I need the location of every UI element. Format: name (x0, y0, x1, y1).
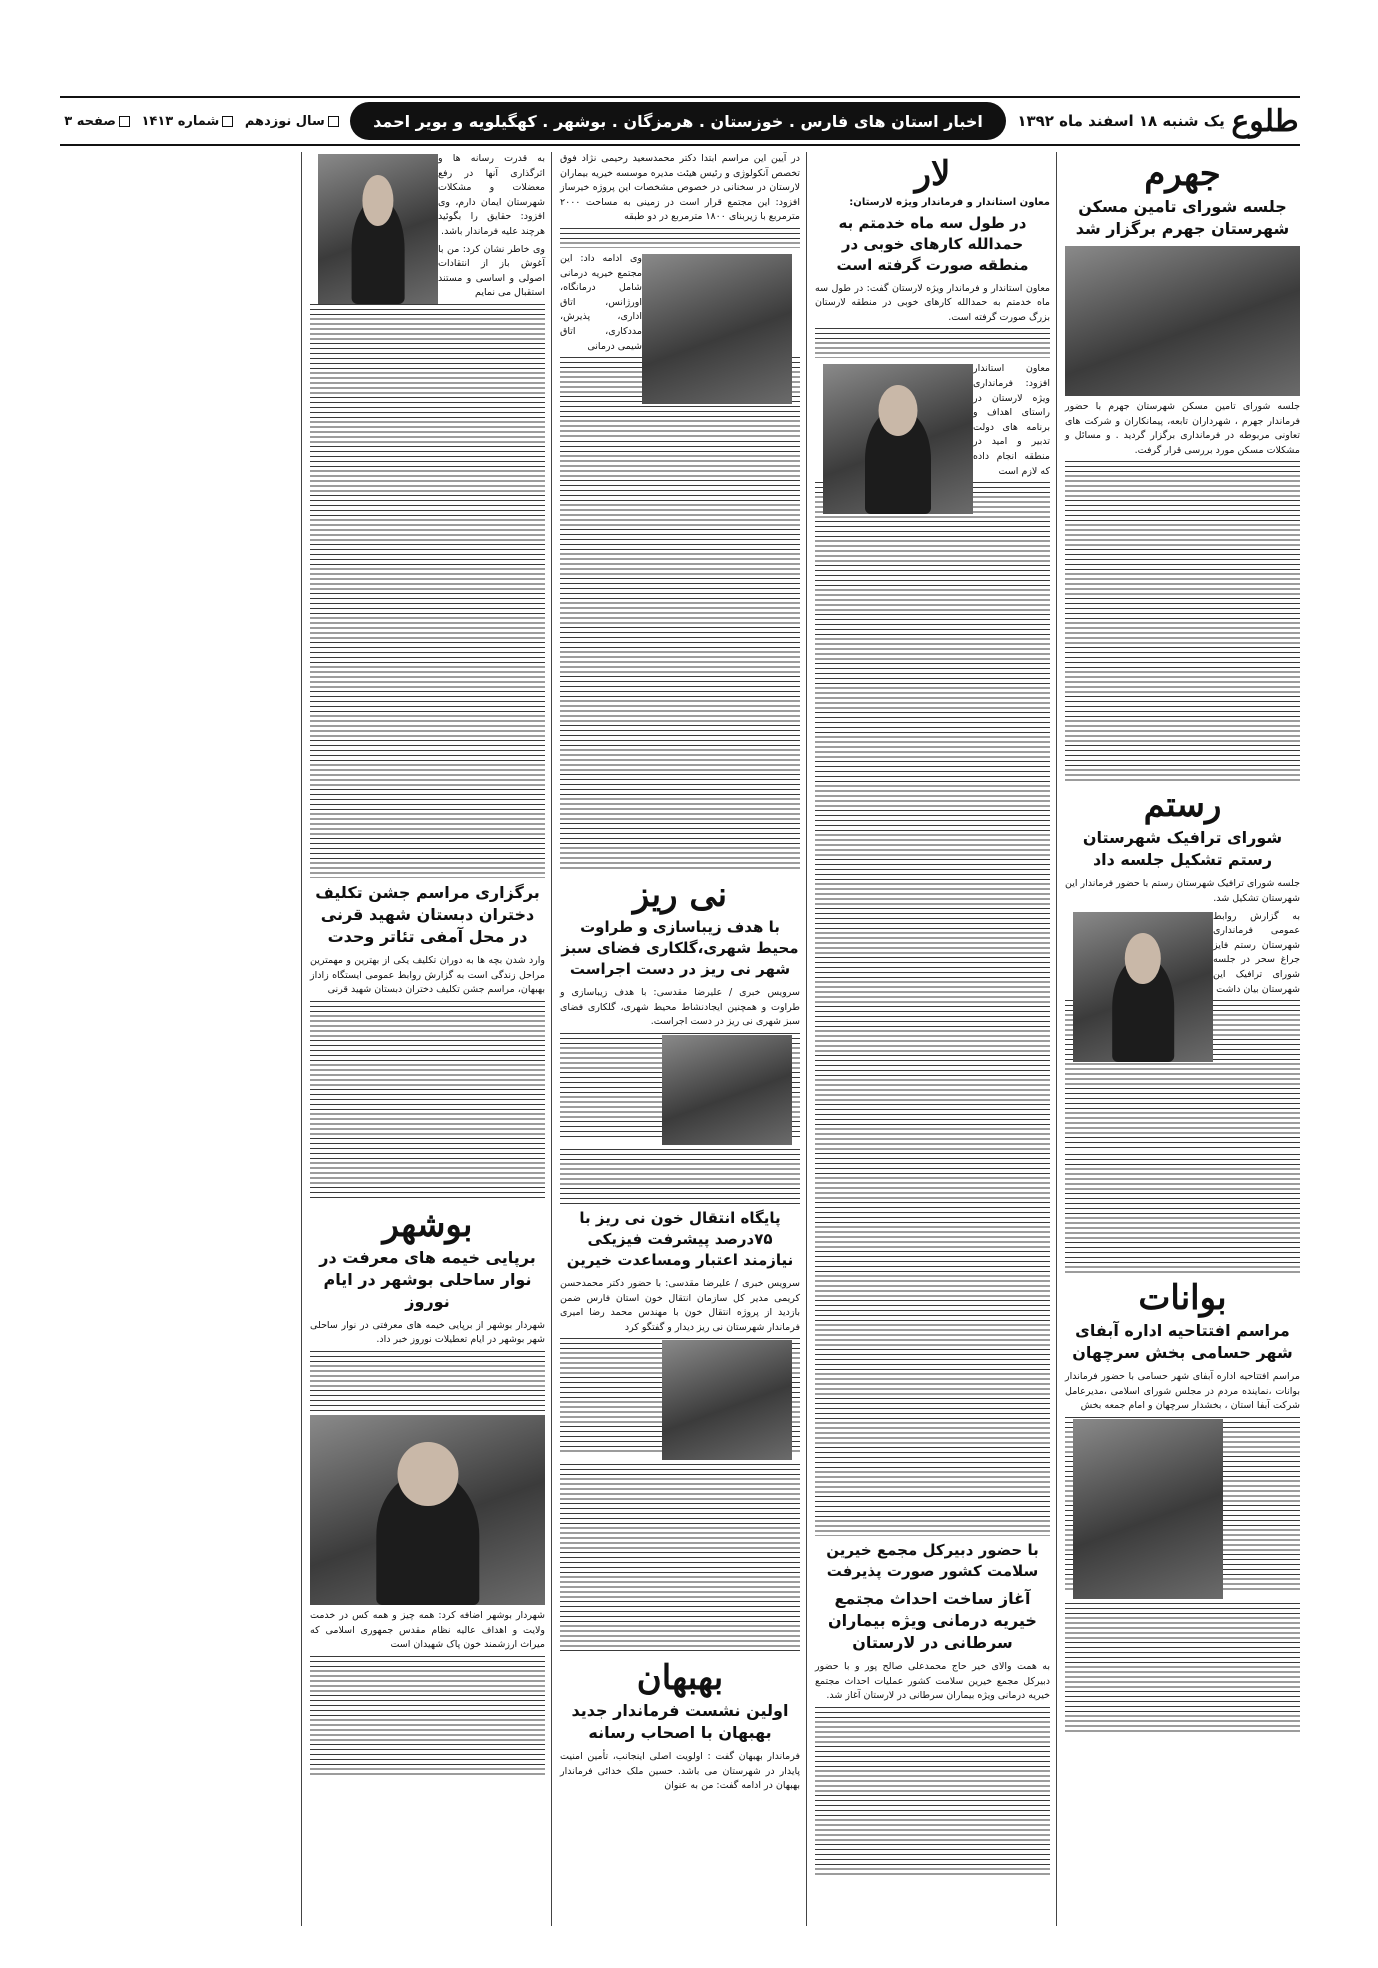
newspaper-logo: طلوع (1231, 103, 1299, 139)
article-text: به گزارش روابط عمومی فرمانداری شهرستان رستم فایز جراغ سحر در جلسه شورای ترافیک این شهرستان بیان داشت (1213, 910, 1300, 995)
groundbreaking-photo (642, 254, 792, 404)
city-kicker-lar: لار (914, 154, 951, 194)
article-body (560, 228, 800, 248)
masthead (60, 96, 1300, 146)
article-body (815, 328, 1050, 358)
article-text: در آیین این مراسم ابتدا دکتر محمدسعید رحیمی نژاد فوق تخصص آنکولوژی و رئیس هیئت مدیره موسسه خیریه بیماران لارستان در سخنانی در خصوص مشخصات این پروژه خیرساز افزود: این مجتمع قرار است در زمینی به مساحت ۲۰۰۰ مترمربع با زیربنای ۱۸۰۰ مترمربع در دو طبقه (560, 153, 800, 223)
section-banner: اخبار استان های فارس . خوزستان . هرمزگان . بوشهر . کهگیلویه و بویر احمد (350, 102, 1006, 140)
headline-bavanat-water: مراسم افتتاحیه اداره آبفای شهر حسامی بخش سرچهان (1072, 1321, 1293, 1363)
article-text: مراسم افتتاحیه اداره آبفای شهر حسامی با حضور فرماندار بوانات ،نماینده مردم در مجلس شورای اسلامی ،مدیرعامل شرکت آبفا استان ، بخشدار سرچهان و امام جمعه بخش (1065, 1371, 1300, 1412)
article-text: سرویس خبری / علیرضا مقدسی: با حضور دکتر محمدحسن کریمی مدیر کل سازمان انتقال خون استان فارس ضمن بازدید از پروژه انتقال خون با مهندس محمد رضا امیری فرماندار شهرستان نی ریز دیدار و گفتگو کرد (560, 1277, 800, 1333)
page-number: صفحه ۳ (64, 113, 116, 129)
article-body (560, 1149, 800, 1204)
city-kicker-neyriz: نی ریز (632, 875, 728, 916)
article-text: سرویس خبری / علیرضا مقدسی: با هدف زیباسازی و طراوت و همچنین ایجادنشاط محیط شهری، گلکاری فضای سبز شهری نی ریز در دست اجراست. (560, 987, 800, 1028)
article-body (310, 1001, 545, 1201)
newspaper-page (60, 96, 1300, 1926)
article-body (560, 441, 800, 871)
deputy-governor-photo (823, 364, 973, 514)
column-neyriz (560, 152, 800, 1797)
headline-behbahan-governor: اولین نشست فرماندار جدید بهبهان با اصحاب رسانه (571, 1701, 789, 1743)
headline-lar-governor: در طول سه ماه خدمتم به حمدالله کارهای خوبی در منطقه صورت گرفته است (836, 213, 1029, 274)
city-kicker-rostam: رستم (1143, 785, 1222, 826)
column-rule (1056, 152, 1057, 1926)
headline-jahrom-housing: جلسه شورای تامین مسکن شهرستان جهرم برگزار شد (1075, 197, 1290, 238)
article-body (1065, 461, 1300, 781)
headline-taklif-ceremony: برگزاری مراسم جشن تکلیف دختران دبستان شهید قرنی در محل آمفی تئاتر وحدت (315, 882, 540, 946)
article-body (815, 1707, 1050, 1877)
headline-neyriz-greenery: با هدف زیباسازی و طراوت محیط شهری،گلکاری فضای سبز شهر نی ریز در دست اجراست (561, 918, 799, 979)
article-text: معاون استاندار افزود: فرمانداری ویژه لارستان در راستای اهداف و برنامه های دولت تدبیر و امید در منطقه انجام داده که لازم است (973, 363, 1050, 477)
city-kicker-jahrom: جهرم (1144, 154, 1221, 194)
meeting-photo (1065, 246, 1300, 396)
headline-cancer-center: آغاز ساخت احداث مجتمع خیریه درمانی ویژه بیماران سرطانی در لارستان (828, 1589, 1037, 1653)
article-text: به قدرت رسانه ها و اثرگذاری آنها در رفع معضلات و مشکلات شهرستان ایمان دارم، وی افزود: حقایق را بگوئید هرچند علیه فرماندار باشد. (438, 153, 545, 237)
column-rule (301, 152, 302, 1926)
flowerbed-photo (662, 1035, 792, 1145)
headline-charity-subtitle: با حضور دبیرکل مجمع خیرین سلامت کشور صورت پذیرفت (826, 1541, 1039, 1581)
article-body (310, 1351, 545, 1411)
article-text: جلسه شورای ترافیک شهرستان رستم با حضور فرماندار این شهرستان تشکیل شد. (1064, 878, 1300, 904)
article-body (310, 1656, 545, 1776)
article-text: شهردار بوشهر اضافه کرد: همه چیز و همه کس در خدمت ولایت و اهداف عالیه نظام مقدس جمهوری اسلامی که میراث ارزشمند خون پاک شهیدان است (310, 1609, 545, 1651)
article-body (310, 304, 545, 354)
article-text: وارد شدن بچه ها به دوران تکلیف یکی از بهترین و مهمترین مراحل زندگی است به گزارش روابط عمومی ایستگاه زاداز بهبهان، مراسم جشن تکلیف دختران دبستان شهید قرنی (310, 954, 545, 996)
column-behbahan-bushehr (310, 152, 545, 1780)
issue-date: یک شنبه ۱۸ اسفند ماه ۱۳۹۲ (1017, 112, 1225, 130)
city-kicker-bushehr: بوشهر (382, 1204, 473, 1245)
column-lar (815, 152, 1050, 1881)
article-text: وی ادامه داد: این مجتمع خیریه درمانی شامل درمانگاه، اورژانس، اتاق اداری، پذیرش، مددکاری، اتاق شیمی درمانی (560, 252, 642, 352)
article-text: معاون استاندار و فرماندار ویژه لارستان گفت: در طول سه ماه خدمتم به حمدالله کارهای خوبی در منطقه لارستان بزرگ صورت گرفته است. (815, 282, 1050, 323)
article-body (560, 1464, 800, 1654)
headline-bushehr-tents: برپایی خیمه های معرفت در نوار ساحلی بوشهر در ایام نوروز (319, 1247, 536, 1311)
article-body (1065, 1154, 1300, 1274)
city-kicker-bavanat: بوانات (1138, 1278, 1227, 1319)
headline-blood-transfusion: پایگاه انتقال خون نی ریز با ۷۵درصد پیشرفت فیزیکی نیازمند اعتبار ومساعدت خیرین (566, 1208, 794, 1269)
article-body (310, 358, 545, 878)
headline-rostam-traffic: شورای ترافیک شهرستان رستم تشکیل جلسه داد (1082, 828, 1283, 870)
officials-meeting-photo (662, 1340, 792, 1460)
volume-year: سال نوزدهم (244, 113, 325, 129)
article-text: وی خاطر نشان کرد: من با آغوش باز از انتقادات اصولی و اساسی و مستند استقبال می نمایم (438, 243, 545, 299)
column-jahrom-rostam-bavanat (1065, 152, 1300, 1737)
article-body (1065, 1603, 1300, 1733)
issue-meta (60, 98, 346, 144)
governor-portrait (1073, 912, 1213, 1062)
bushehr-mayor-portrait (310, 1415, 545, 1605)
city-kicker-behbahan: بهبهان (636, 1658, 724, 1699)
article-text: جلسه شورای تامین مسکن شهرستان جهرم با حضور فرماندار جهرم ، شهرداران تابعه، پیمانکاران و شرکت های تعاونی مربوطه در فرمانداری برگزار گردید . و مسائل و مشکلات مسکن مورد بررسی قرار گرفت. (1065, 401, 1300, 456)
column-rule (806, 152, 807, 1926)
issue-number: شماره ۱۴۱۳ (141, 113, 220, 129)
column-rule (551, 152, 552, 1926)
article-text: شهردار بوشهر از برپایی خیمه های معرفتی در نوار ساحلی شهر بوشهر در ایام تعطیلات نوروز خبر داد. (310, 1319, 545, 1346)
kicker-subtitle: معاون استاندار و فرماندار ویژه لارستان: (849, 197, 1050, 208)
article-body (815, 526, 1050, 1536)
behbahan-governor-portrait (318, 154, 438, 304)
article-text: به همت والای خیر حاج محمدعلی صالح پور و با حضور دبیرکل مجمع خیرین سلامت کشور عملیات احداث مجتمع خیریه درمانی ویژه بیماران سرطانی در لارستان آغاز شد. (815, 1661, 1050, 1702)
ceremony-photo (1073, 1419, 1223, 1599)
article-text: فرماندار بهبهان گفت : اولویت اصلی اینجانب، تأمین امنیت پایدار در شهرستان می باشد. حسین ملک خدائی فرماندار بهبهان در ادامه گفت: من به عنوان (560, 1751, 800, 1792)
